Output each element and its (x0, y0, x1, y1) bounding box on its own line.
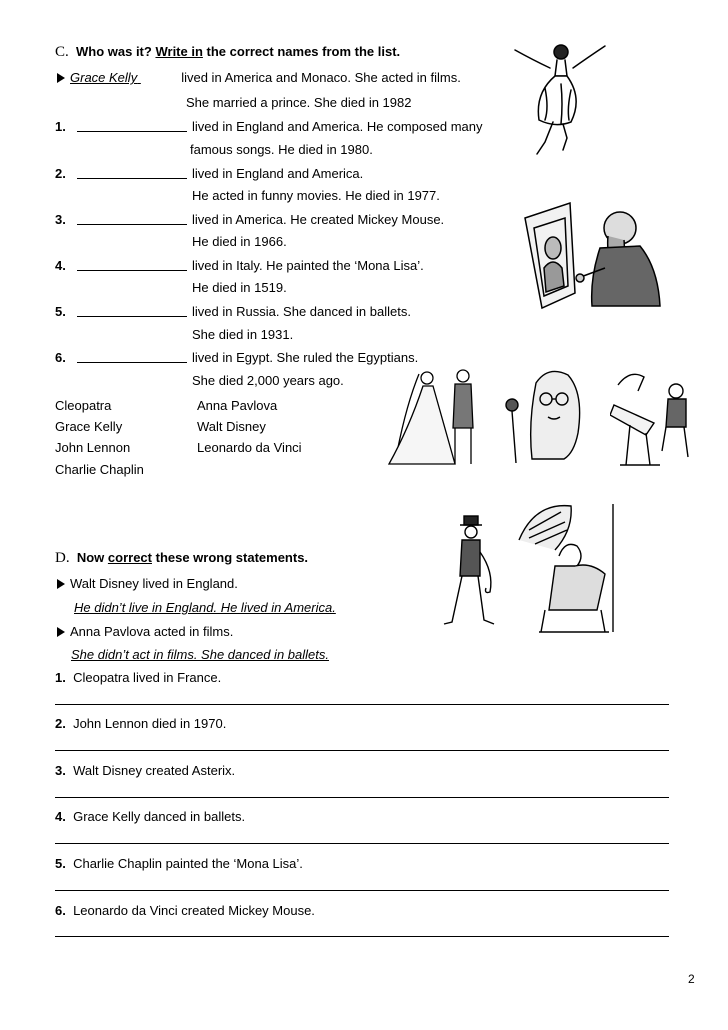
item-statement: Walt Disney created Asterix. (73, 763, 236, 778)
triangle-bullet-icon (57, 579, 65, 589)
section-c-item (55, 212, 445, 227)
answer-blank[interactable] (77, 258, 187, 271)
example-statement-text: Anna Pavlova acted in films. (70, 624, 234, 639)
item-line1: lived in Russia. She danced in ballets. (192, 304, 411, 319)
section-c-item (55, 119, 483, 134)
section-d-item (55, 856, 303, 871)
section-d-item (55, 763, 235, 778)
section-c-item (55, 304, 411, 319)
queen-illustration (515, 500, 635, 640)
comedian-illustration (440, 512, 500, 637)
section-c-instruction-post: the correct names from the list. (206, 44, 401, 59)
section-c-letter: C. (55, 44, 69, 60)
answer-blank[interactable] (77, 166, 187, 179)
item-line2: He died in 1519. (192, 280, 287, 295)
section-d-item (55, 903, 315, 918)
item-statement: Cleopatra lived in France. (73, 670, 222, 685)
example-line1: lived in America and Monaco. She acted in films. (181, 70, 461, 85)
example-statement-text: Walt Disney lived in England. (70, 576, 238, 591)
item-line1: lived in Italy. He painted the ‘Mona Lisa’. (192, 258, 424, 273)
name-list-item: Grace Kelly (55, 419, 123, 434)
section-d-instruction-underlined: correct (107, 550, 152, 565)
painter-illustration (520, 198, 670, 313)
item-number: 3. (55, 763, 66, 778)
example-answer: Grace Kelly (70, 70, 138, 85)
item-number: 6. (55, 350, 66, 365)
name-list-item: Charlie Chaplin (55, 462, 144, 477)
ballerina-illustration (505, 38, 615, 158)
item-line2: He acted in funny movies. He died in 1977. (192, 188, 440, 203)
item-line1: lived in England and America. He composed many (192, 119, 483, 134)
section-d-letter: D. (55, 550, 70, 566)
item-line2: He died in 1966. (192, 234, 287, 249)
answer-line[interactable] (55, 704, 669, 705)
section-c-item (55, 350, 419, 365)
answer-blank[interactable] (77, 350, 187, 363)
section-c-item (55, 258, 424, 273)
answer-line[interactable] (55, 936, 669, 937)
name-list-item: Leonardo da Vinci (197, 440, 302, 455)
item-number: 2. (55, 716, 66, 731)
answer-blank[interactable] (77, 212, 187, 225)
item-number: 4. (55, 809, 66, 824)
item-statement: Grace Kelly danced in ballets. (73, 809, 246, 824)
section-d-item (55, 670, 221, 685)
answer-line[interactable] (55, 890, 669, 891)
item-number: 1. (55, 119, 66, 134)
triangle-bullet-icon (57, 627, 65, 637)
section-c-heading (55, 44, 400, 61)
item-number: 4. (55, 258, 66, 273)
section-d-example-statement (57, 624, 233, 639)
cartoonist-illustration (610, 365, 698, 470)
item-line2: She died 2,000 years ago. (192, 373, 344, 388)
name-list-item: Cleopatra (55, 398, 112, 413)
item-number: 5. (55, 856, 66, 871)
item-number: 5. (55, 304, 66, 319)
singer-illustration (498, 363, 603, 463)
item-statement: John Lennon died in 1970. (73, 716, 227, 731)
section-d-heading (55, 550, 308, 567)
name-list-item: John Lennon (55, 440, 131, 455)
item-statement: Charlie Chaplin painted the ‘Mona Lisa’. (73, 856, 303, 871)
triangle-bullet-icon (57, 73, 65, 83)
answer-blank[interactable] (77, 119, 187, 132)
section-c-example (57, 70, 461, 85)
answer-line[interactable] (55, 843, 669, 844)
item-number: 6. (55, 903, 66, 918)
section-d-item (55, 716, 226, 731)
item-line2: famous songs. He died in 1980. (190, 142, 373, 157)
answer-line[interactable] (55, 797, 669, 798)
item-line2: She died in 1931. (192, 327, 294, 342)
item-number: 3. (55, 212, 66, 227)
section-d-example-answer: He didn’t live in England. He lived in America. (74, 600, 336, 615)
item-statement: Leonardo da Vinci created Mickey Mouse. (73, 903, 315, 918)
name-list-item: Walt Disney (197, 419, 266, 434)
section-d-item (55, 809, 245, 824)
section-c-instruction-pre: Who was it? (76, 44, 152, 59)
section-d-example-answer: She didn’t act in films. She danced in ballets. (71, 647, 329, 662)
answer-line[interactable] (55, 750, 669, 751)
section-d-instruction-post: these wrong statements. (155, 550, 309, 565)
item-line1: lived in America. He created Mickey Mouse. (192, 212, 445, 227)
name-list-item: Anna Pavlova (197, 398, 278, 413)
item-number: 2. (55, 166, 66, 181)
item-number: 1. (55, 670, 66, 685)
wedding-couple-illustration (385, 368, 495, 468)
page-number: 2 (688, 972, 695, 986)
section-d-instruction-pre: Now (76, 550, 105, 565)
section-c-item (55, 166, 364, 181)
answer-blank[interactable] (77, 304, 187, 317)
section-c-instruction-underlined: Write in (155, 44, 203, 59)
example-line2: She married a prince. She died in 1982 (186, 95, 412, 110)
item-line1: lived in England and America. (192, 166, 364, 181)
section-d-example-statement (57, 576, 238, 591)
item-line1: lived in Egypt. She ruled the Egyptians. (192, 350, 419, 365)
